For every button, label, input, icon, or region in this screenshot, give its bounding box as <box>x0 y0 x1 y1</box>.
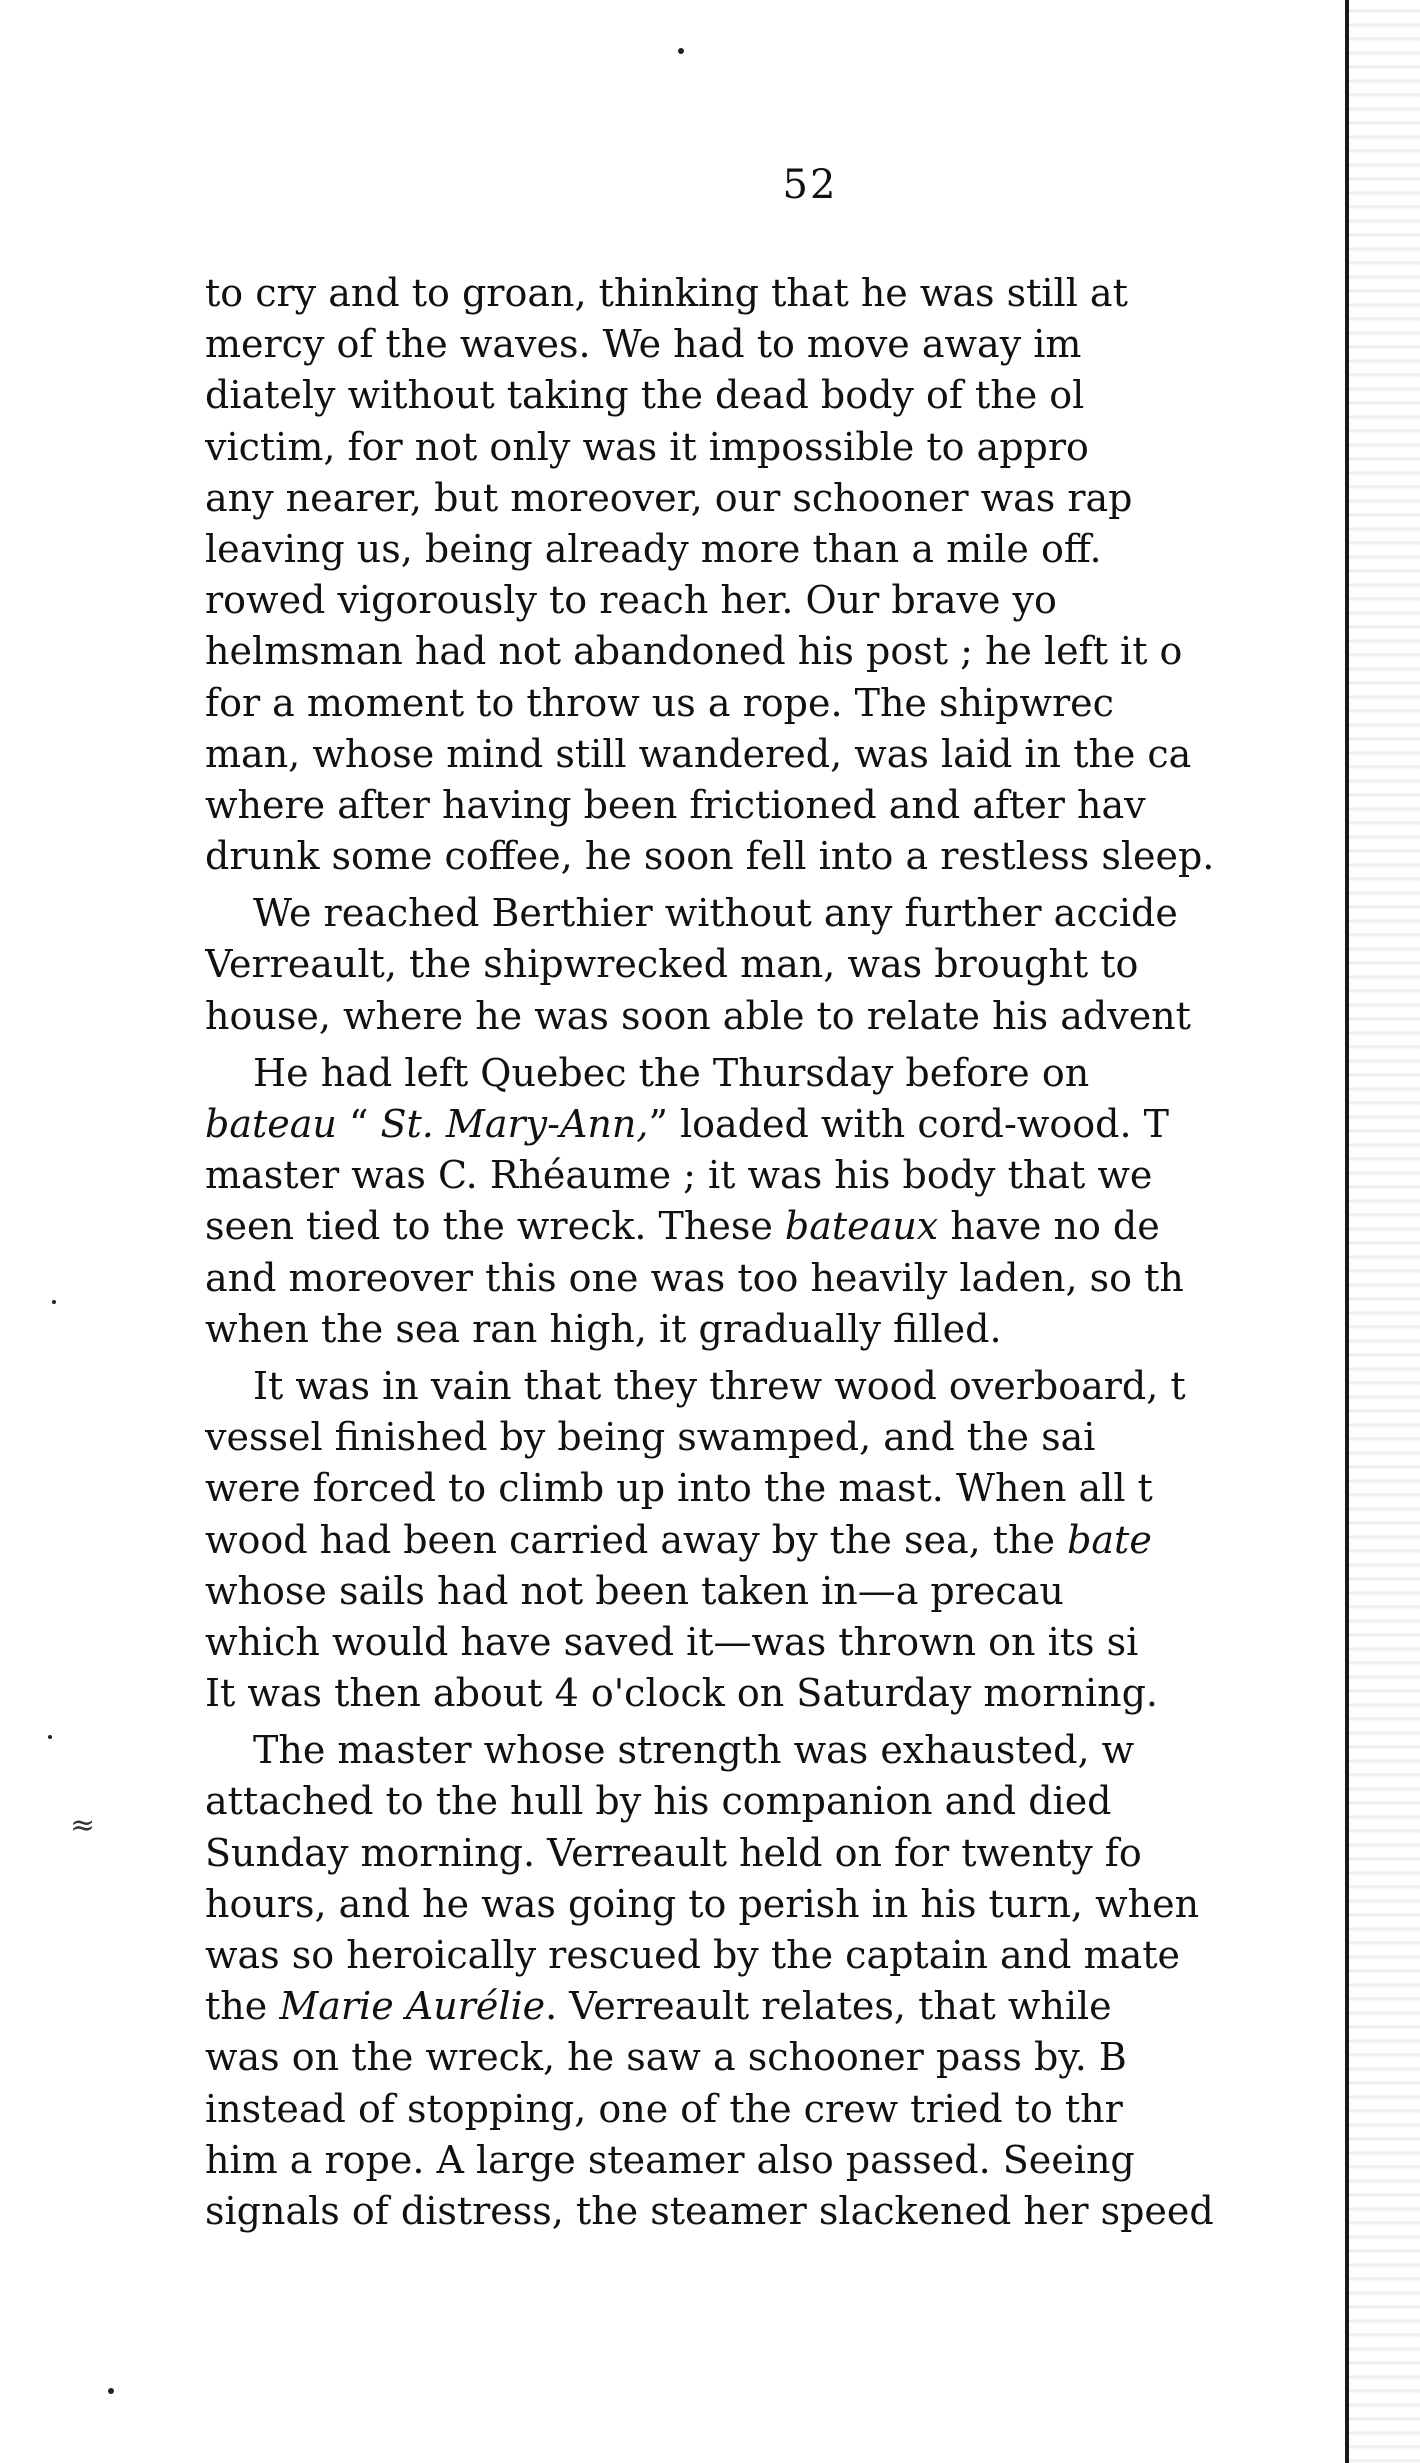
text-line: drunk some coffee, he soon fell into a restless sleep. <box>205 834 1215 879</box>
text-line: him a rope. A large steamer also passed. Seeing <box>205 2137 1135 2182</box>
text-line: hours, and he was going to perish in his turn, when <box>205 1881 1200 1926</box>
text-line: Sunday morning. Verreault held on for twenty fo <box>205 1830 1142 1875</box>
text-line: master was C. Rhéaume ; it was his body that we <box>205 1153 1153 1198</box>
text-line: Verreault, the shipwrecked man, was brought to <box>205 942 1139 987</box>
ink-speck <box>678 48 684 54</box>
text-line: was so heroically rescued by the captain and mate <box>205 1933 1181 1977</box>
ink-speck <box>52 1300 56 1304</box>
text-line: whose sails had not been taken in—a precau <box>205 1568 1064 1613</box>
italic-text-segment: bateau <box>205 1102 337 1146</box>
text-line: rowed vigorously to reach her. Our brave yo <box>205 578 1057 623</box>
text-segment: “ <box>336 1102 381 1146</box>
text-line: was on the wreck, he saw a schooner pass by. B <box>205 2035 1127 2080</box>
text-line <box>205 1981 1355 2032</box>
text-line: any nearer, but moreover, our schooner was rap <box>205 475 1133 520</box>
ink-speck <box>48 1735 52 1739</box>
text-line: leaving us, being already more than a mile off. <box>205 526 1102 571</box>
text-line: signals of distress, the steamer slackened her speed <box>205 2188 1214 2233</box>
text-line: were forced to climb up into the mast. When all t <box>205 1466 1153 1511</box>
page-number: 52 <box>782 162 838 208</box>
ornament-mark: ≈ <box>70 1808 96 1843</box>
text-line: It was then about 4 o'clock on Saturday morning. <box>205 1671 1159 1716</box>
text-line: and moreover this one was too heavily laden, so th <box>205 1255 1184 1300</box>
text-segment: have no de <box>938 1204 1160 1249</box>
text-line: helmsman had not abandoned his post ; he left it o <box>205 629 1183 674</box>
text-segment: the <box>205 1984 280 2029</box>
text-line: where after having been frictioned and after hav <box>205 782 1146 827</box>
text-line: for a moment to throw us a rope. The shipwrec <box>205 680 1114 725</box>
italic-text-segment: St. Mary-Ann, <box>380 1102 649 1146</box>
text-line: vessel finished by being swamped, and the sai <box>205 1415 1096 1460</box>
page-text-block <box>205 268 1355 2237</box>
text-line: which would have saved it—was thrown on its si <box>205 1619 1139 1664</box>
text-line <box>205 1201 1355 1252</box>
text-line <box>205 1515 1355 1566</box>
text-segment: wood had been carried away by the sea, the <box>205 1517 1068 1562</box>
text-line: victim, for not only was it impossible to appro <box>205 424 1089 469</box>
text-segment: seen tied to the wreck. These <box>205 1204 785 1249</box>
text-line: diately without taking the dead body of the ol <box>205 373 1085 418</box>
ink-speck <box>108 2388 114 2394</box>
text-line: attached to the hull by his companion and died <box>205 1779 1112 1824</box>
text-line: when the sea ran high, it gradually filled. <box>205 1306 1002 1351</box>
text-segment: . Verreault relates, that while <box>545 1984 1112 2029</box>
text-line: He had left Quebec the Thursday before on <box>253 1050 1090 1095</box>
text-line: instead of stopping, one of the crew tried to thr <box>205 2086 1123 2131</box>
italic-text-segment: bate <box>1067 1517 1152 1562</box>
italic-text-segment: bateaux <box>784 1204 939 1249</box>
text-segment: ” loaded with cord-wood. T <box>648 1102 1169 1146</box>
text-line: We reached Berthier without any further accide <box>253 891 1178 936</box>
text-line <box>205 1099 1355 1150</box>
text-line: The master whose strength was exhausted, w <box>253 1728 1135 1773</box>
text-line: mercy of the waves. We had to move away im <box>205 322 1082 367</box>
italic-text-segment: Marie Aurélie <box>279 1984 546 2029</box>
text-line: It was in vain that they threw wood overboard, t <box>253 1363 1186 1408</box>
text-line: to cry and to groan, thinking that he was still at <box>205 271 1128 315</box>
binding-gutter-shadow <box>1349 0 1420 2463</box>
text-line: man, whose mind still wandered, was laid in the ca <box>205 731 1192 776</box>
text-line: house, where he was soon able to relate his advent <box>205 993 1191 1038</box>
